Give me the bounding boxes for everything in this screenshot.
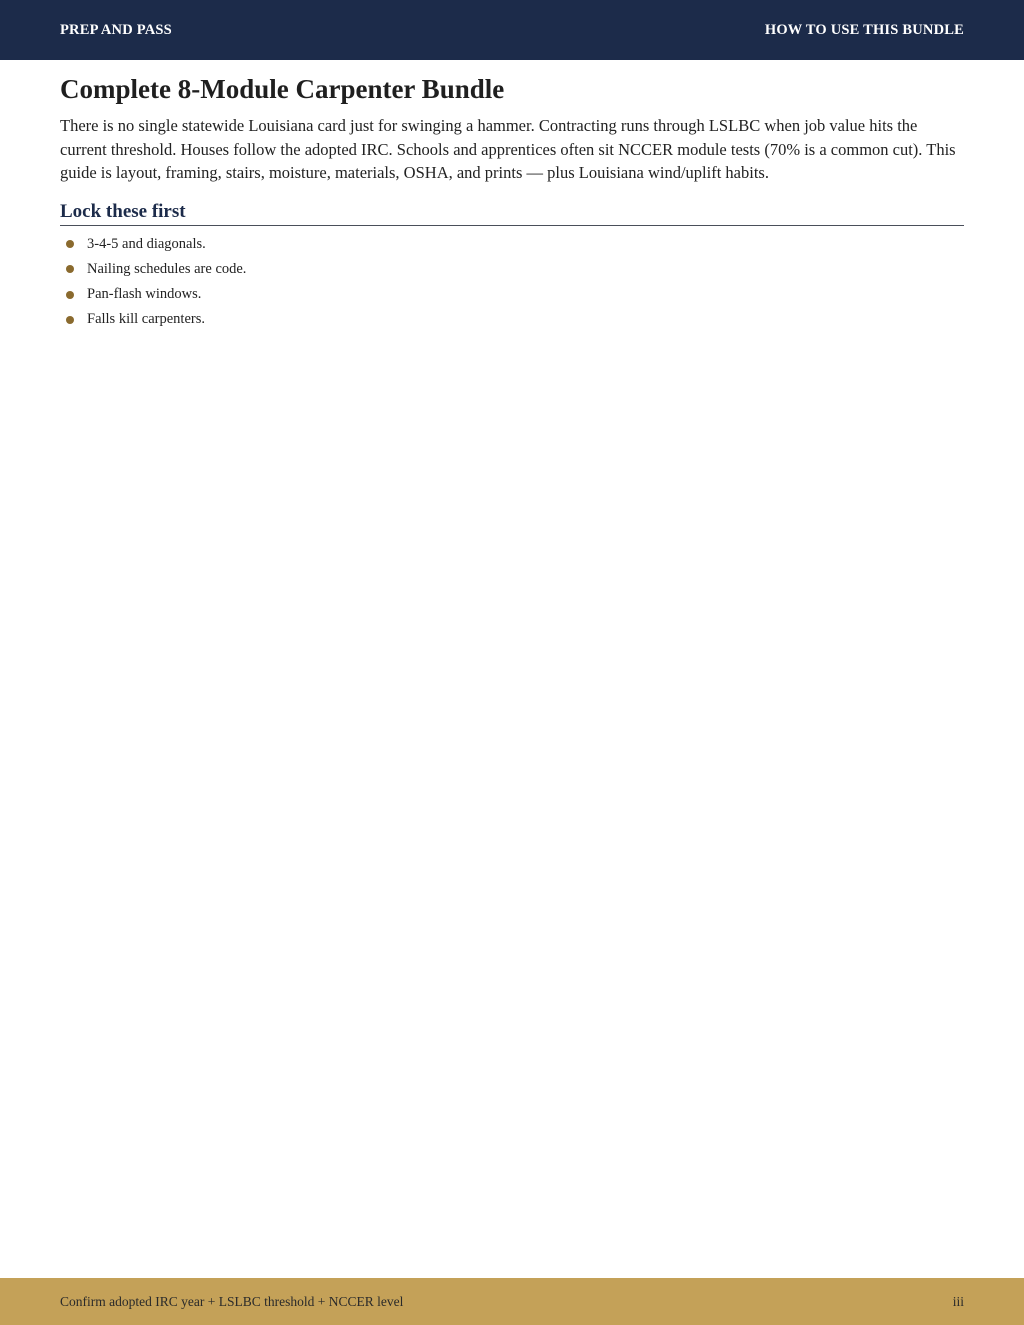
list-item (60, 282, 964, 307)
bullet-icon (66, 240, 74, 248)
list-item (60, 307, 964, 332)
footer-note: Confirm adopted IRC year + LSLBC threshold + NCCER level (60, 1293, 404, 1309)
bullet-icon (66, 291, 74, 299)
main-content (60, 72, 964, 333)
list-item (60, 257, 964, 282)
page-number: iii (952, 1293, 964, 1309)
page-header (0, 0, 1024, 60)
section-heading: Lock these first (60, 199, 964, 226)
page-title: Complete 8-Module Carpenter Bundle (60, 74, 505, 104)
bullet-icon (66, 316, 74, 324)
list-item-text: Pan-flash windows. (87, 286, 202, 303)
intro-paragraph: There is no single statewide Louisiana card just for swinging a hammer. Contracting runs through LSLBC when job value hits the current threshold. Houses follow the adopted IRC. Schools and apprentices often sit NCCER module tests (70% is a common cut). This guide is layout, framing, stairs, moisture, materials, OSHA, and prints — plus Louisiana wind/uplift habits. (60, 116, 956, 182)
list-item-text: Falls kill carpenters. (87, 311, 205, 328)
list-item-text: Nailing schedules are code. (87, 260, 247, 277)
list-item (60, 232, 964, 257)
header-brand: PREP AND PASS (60, 21, 172, 38)
bullet-list (60, 232, 964, 333)
header-section-title: HOW TO USE THIS BUNDLE (764, 21, 964, 38)
page-footer (0, 1278, 1024, 1325)
bullet-icon (66, 265, 74, 273)
list-item-text: 3-4-5 and diagonals. (87, 235, 206, 252)
